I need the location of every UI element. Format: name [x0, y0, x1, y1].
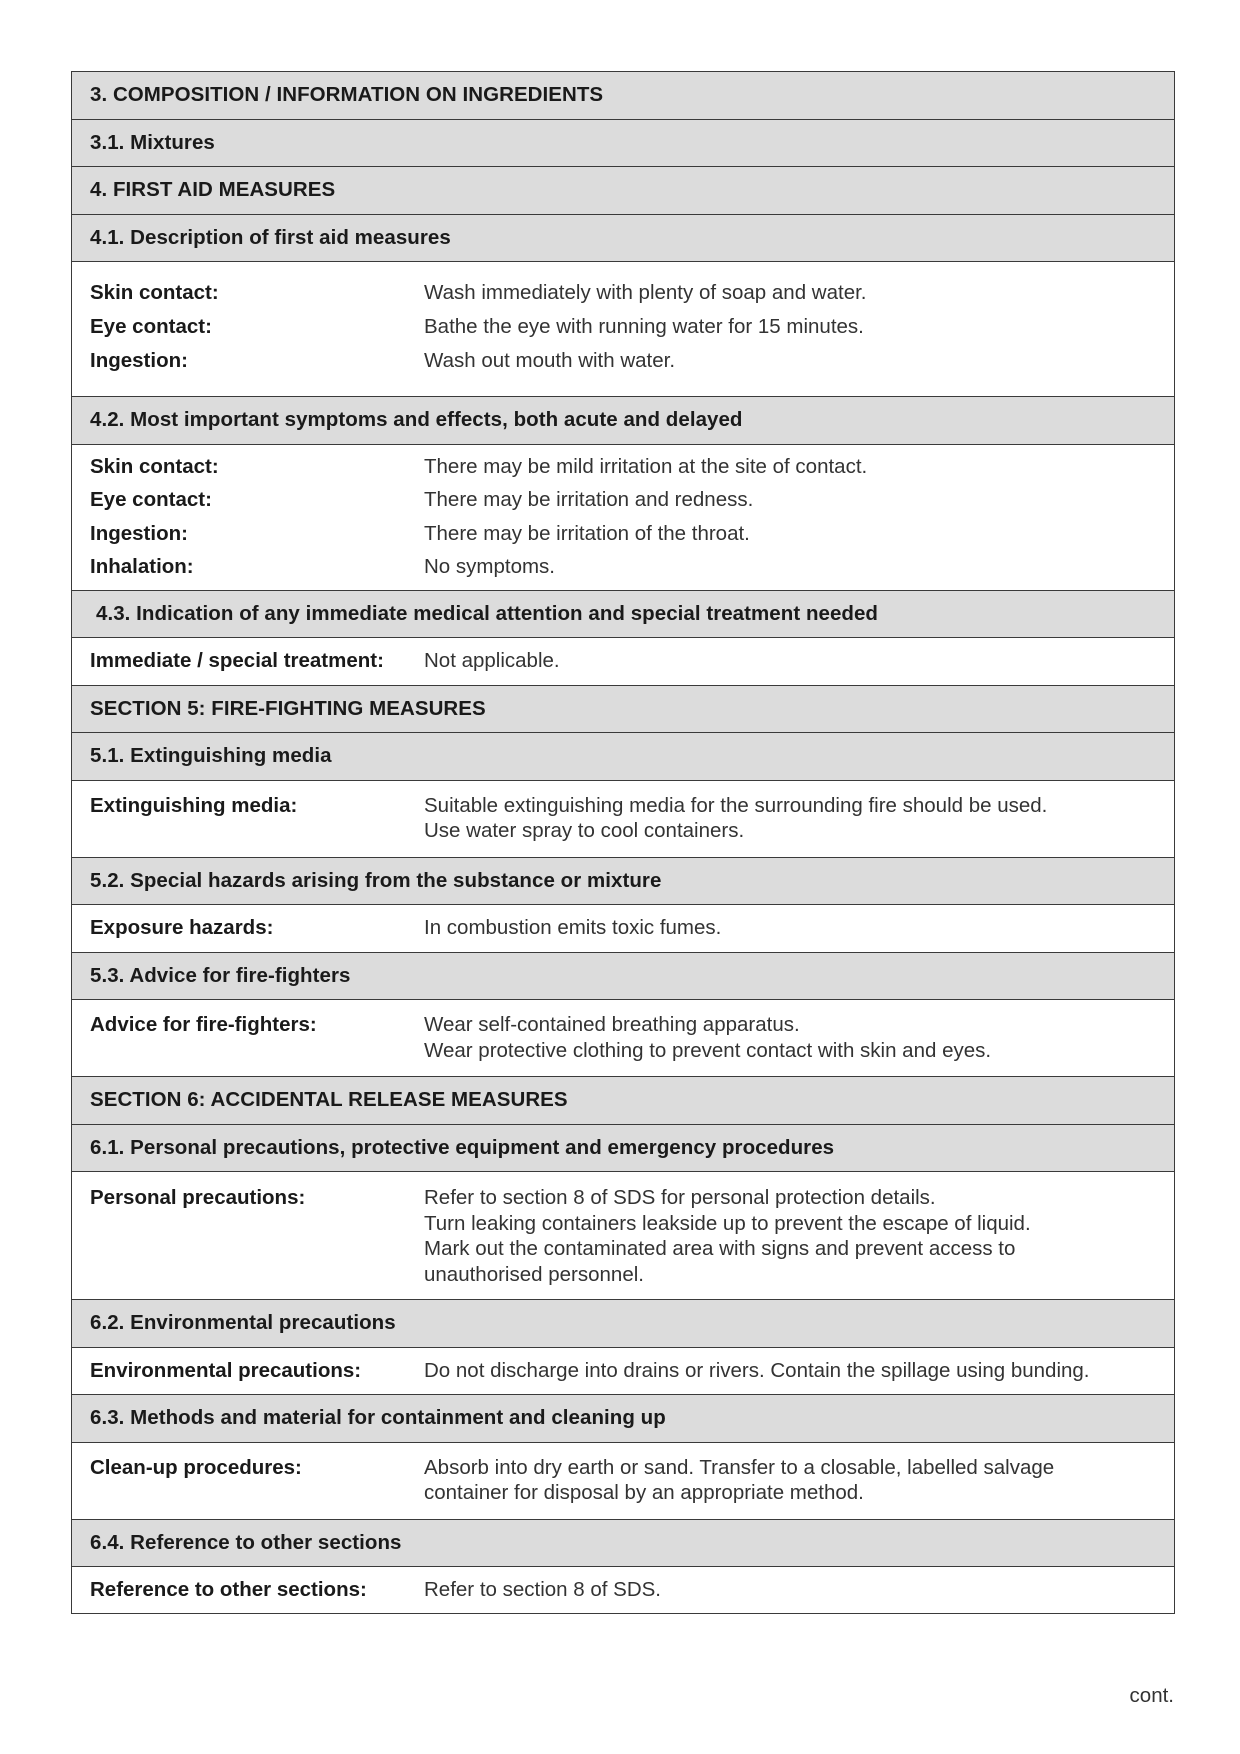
- reference-block: [72, 1567, 1174, 1613]
- sds-table: [71, 71, 1175, 1614]
- field-label: Ingestion:: [90, 521, 188, 545]
- symptom-row: [90, 488, 1174, 522]
- subsection-header-4-1: 4.1. Description of first aid measures: [72, 215, 1174, 263]
- subsection-header-6-4: 6.4. Reference to other sections: [72, 1520, 1174, 1568]
- field-value: Bathe the eye with running water for 15 minutes.: [424, 315, 864, 338]
- subsection-header-6-1: 6.1. Personal precautions, protective equipment and emergency procedures: [72, 1125, 1174, 1173]
- field-value: There may be irritation and redness.: [424, 488, 754, 511]
- field-value: Not applicable.: [424, 649, 560, 673]
- environmental-row: [90, 1359, 1174, 1383]
- subsection-header-4-3: 4.3. Indication of any immediate medical attention and special treatment needed: [72, 591, 1174, 639]
- subsection-header-6-2: 6.2. Environmental precautions: [72, 1300, 1174, 1348]
- field-value: [424, 793, 1174, 844]
- field-label: Personal precautions:: [90, 1186, 306, 1209]
- value-line: Wear protective clothing to prevent contact with skin and eyes.: [424, 1038, 992, 1062]
- first-aid-row: [90, 281, 1174, 315]
- reference-row: [90, 1578, 1174, 1602]
- field-label: Skin contact:: [90, 281, 219, 304]
- field-value: No symptoms.: [424, 555, 555, 578]
- value-line: Turn leaking containers leakside up to prevent the escape of liquid.: [424, 1211, 1031, 1235]
- value-line: Refer to section 8 of SDS for personal protection details.: [424, 1186, 936, 1209]
- first-aid-row: [90, 315, 1174, 349]
- value-line: Absorb into dry earth or sand. Transfer to a closable, labelled salvage: [424, 1455, 1055, 1479]
- treatment-block: [72, 638, 1174, 686]
- field-label: Inhalation:: [90, 555, 194, 578]
- value-line: unauthorised personnel.: [424, 1262, 644, 1286]
- field-value: There may be mild irritation at the site of contact.: [424, 454, 868, 478]
- field-value: There may be irritation of the throat.: [424, 521, 750, 545]
- field-value: In combustion emits toxic fumes.: [424, 916, 722, 940]
- field-label: Reference to other sections:: [90, 1578, 367, 1601]
- value-line: Mark out the contaminated area with signs and prevent access to: [424, 1237, 1016, 1260]
- section-header-5: SECTION 5: FIRE-FIGHTING MEASURES: [72, 686, 1174, 734]
- field-label: Skin contact:: [90, 454, 219, 478]
- treatment-row: [90, 649, 1174, 673]
- symptom-row: [90, 522, 1174, 556]
- field-label: Environmental precautions:: [90, 1358, 362, 1382]
- field-value: Refer to section 8 of SDS.: [424, 1578, 662, 1601]
- advice-block: [72, 1000, 1174, 1077]
- continued-note: cont.: [1129, 1684, 1174, 1707]
- field-value: [424, 1455, 1174, 1506]
- value-line: Suitable extinguishing media for the surrounding fire should be used.: [424, 793, 1048, 817]
- field-label: Exposure hazards:: [90, 916, 274, 940]
- subsection-header-6-3: 6.3. Methods and material for containment and cleaning up: [72, 1395, 1174, 1443]
- field-label: Clean-up procedures:: [90, 1455, 302, 1479]
- field-label: Eye contact:: [90, 315, 212, 338]
- field-label: Advice for fire-fighters:: [90, 1013, 317, 1036]
- value-line: Wear self-contained breathing apparatus.: [424, 1013, 800, 1036]
- field-label: Immediate / special treatment:: [90, 649, 384, 673]
- environmental-block: [72, 1348, 1174, 1396]
- field-value: [424, 1185, 1174, 1287]
- section-header-3: 3. COMPOSITION / INFORMATION ON INGREDIENTS: [72, 72, 1174, 120]
- exposure-row: [90, 916, 1174, 940]
- extinguishing-row: [90, 793, 1174, 844]
- value-line: container for disposal by an appropriate method.: [424, 1481, 864, 1504]
- symptom-row: [90, 455, 1174, 489]
- subsection-header-5-3: 5.3. Advice for fire-fighters: [72, 953, 1174, 1001]
- field-label: Extinguishing media:: [90, 793, 298, 817]
- subsection-header-5-1: 5.1. Extinguishing media: [72, 733, 1174, 781]
- first-aid-row: [90, 349, 1174, 383]
- first-aid-block: [72, 262, 1174, 397]
- advice-row: [90, 1012, 1174, 1063]
- extinguishing-block: [72, 781, 1174, 858]
- subsection-header-4-2: 4.2. Most important symptoms and effects, both acute and delayed: [72, 397, 1174, 445]
- section-header-4: 4. FIRST AID MEASURES: [72, 167, 1174, 215]
- personal-row: [90, 1185, 1174, 1287]
- symptoms-block: [72, 445, 1174, 591]
- field-value: Do not discharge into drains or rivers. Contain the spillage using bunding.: [424, 1358, 1090, 1382]
- value-line: Use water spray to cool containers.: [424, 819, 745, 842]
- subsection-header-5-2: 5.2. Special hazards arising from the substance or mixture: [72, 858, 1174, 906]
- field-value: Wash immediately with plenty of soap and water.: [424, 281, 867, 304]
- exposure-block: [72, 905, 1174, 953]
- field-value: Wash out mouth with water.: [424, 349, 676, 372]
- section-header-6: SECTION 6: ACCIDENTAL RELEASE MEASURES: [72, 1077, 1174, 1125]
- cleanup-block: [72, 1443, 1174, 1520]
- subsection-header-3-1: 3.1. Mixtures: [72, 120, 1174, 168]
- field-label: Ingestion:: [90, 349, 188, 372]
- field-label: Eye contact:: [90, 488, 212, 511]
- cleanup-row: [90, 1455, 1174, 1506]
- field-value: [424, 1012, 1174, 1063]
- personal-block: [72, 1172, 1174, 1300]
- symptom-row: [90, 555, 1174, 589]
